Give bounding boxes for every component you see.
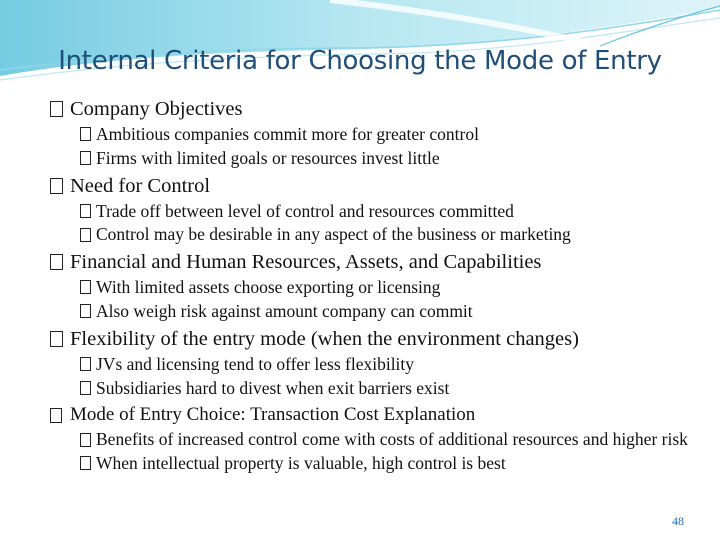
list-item (48, 123, 688, 145)
list-item (48, 276, 688, 298)
square-bullet-icon (80, 433, 91, 447)
square-bullet-icon (50, 101, 63, 117)
list-item (48, 353, 688, 375)
list-item-text: JVs and licensing tend to offer less flexibility (96, 354, 415, 374)
list-item (48, 300, 688, 322)
list-item (48, 377, 688, 399)
section-heading (48, 174, 688, 198)
slide-content (48, 96, 688, 474)
header-wave-decoration (0, 0, 720, 90)
square-bullet-icon (50, 408, 62, 423)
square-bullet-icon (80, 280, 91, 294)
square-bullet-icon (80, 204, 91, 218)
section-heading (48, 97, 688, 121)
square-bullet-icon (80, 456, 91, 470)
page-number: 48 (672, 514, 684, 528)
list-item-text: Benefits of increased control come with costs of additional resources and higher risk (96, 429, 688, 449)
list-item-text: With limited assets choose exporting or licensing (96, 277, 441, 297)
square-bullet-icon (80, 151, 91, 165)
list-item-text: Subsidiaries hard to divest when exit barriers exist (96, 378, 450, 398)
square-bullet-icon (50, 178, 63, 194)
section-heading-text: Mode of Entry Choice: Transaction Cost Explanation (70, 404, 476, 425)
list-item (48, 429, 688, 450)
slide-title: Internal Criteria for Choosing the Mode of Entry (58, 46, 662, 76)
list-item (48, 452, 688, 474)
list-item (48, 224, 688, 245)
list-item-text: Control may be desirable in any aspect of the business or marketing (96, 224, 571, 244)
list-item-text: When intellectual property is valuable, high control is best (96, 453, 506, 473)
section-heading (48, 327, 688, 351)
section-heading-text: Need for Control (70, 175, 211, 197)
square-bullet-icon (80, 127, 91, 141)
list-item (48, 147, 688, 169)
square-bullet-icon (50, 254, 63, 270)
square-bullet-icon (80, 228, 91, 242)
section-heading-text: Company Objectives (70, 98, 243, 120)
section-heading-text: Flexibility of the entry mode (when the environment changes) (70, 328, 579, 350)
list-item-text: Firms with limited goals or resources invest little (96, 148, 440, 168)
section-heading (48, 403, 688, 427)
square-bullet-icon (80, 304, 91, 318)
square-bullet-icon (80, 357, 91, 371)
list-item-text: Trade off between level of control and resources committed (96, 201, 514, 221)
square-bullet-icon (80, 381, 91, 395)
list-item-text: Ambitious companies commit more for greater control (96, 124, 479, 144)
section-heading-text: Financial and Human Resources, Assets, and Capabilities (70, 251, 542, 273)
list-item-text: Also weigh risk against amount company can commit (96, 301, 473, 321)
section-heading (48, 250, 688, 274)
square-bullet-icon (50, 331, 63, 347)
list-item (48, 200, 688, 222)
